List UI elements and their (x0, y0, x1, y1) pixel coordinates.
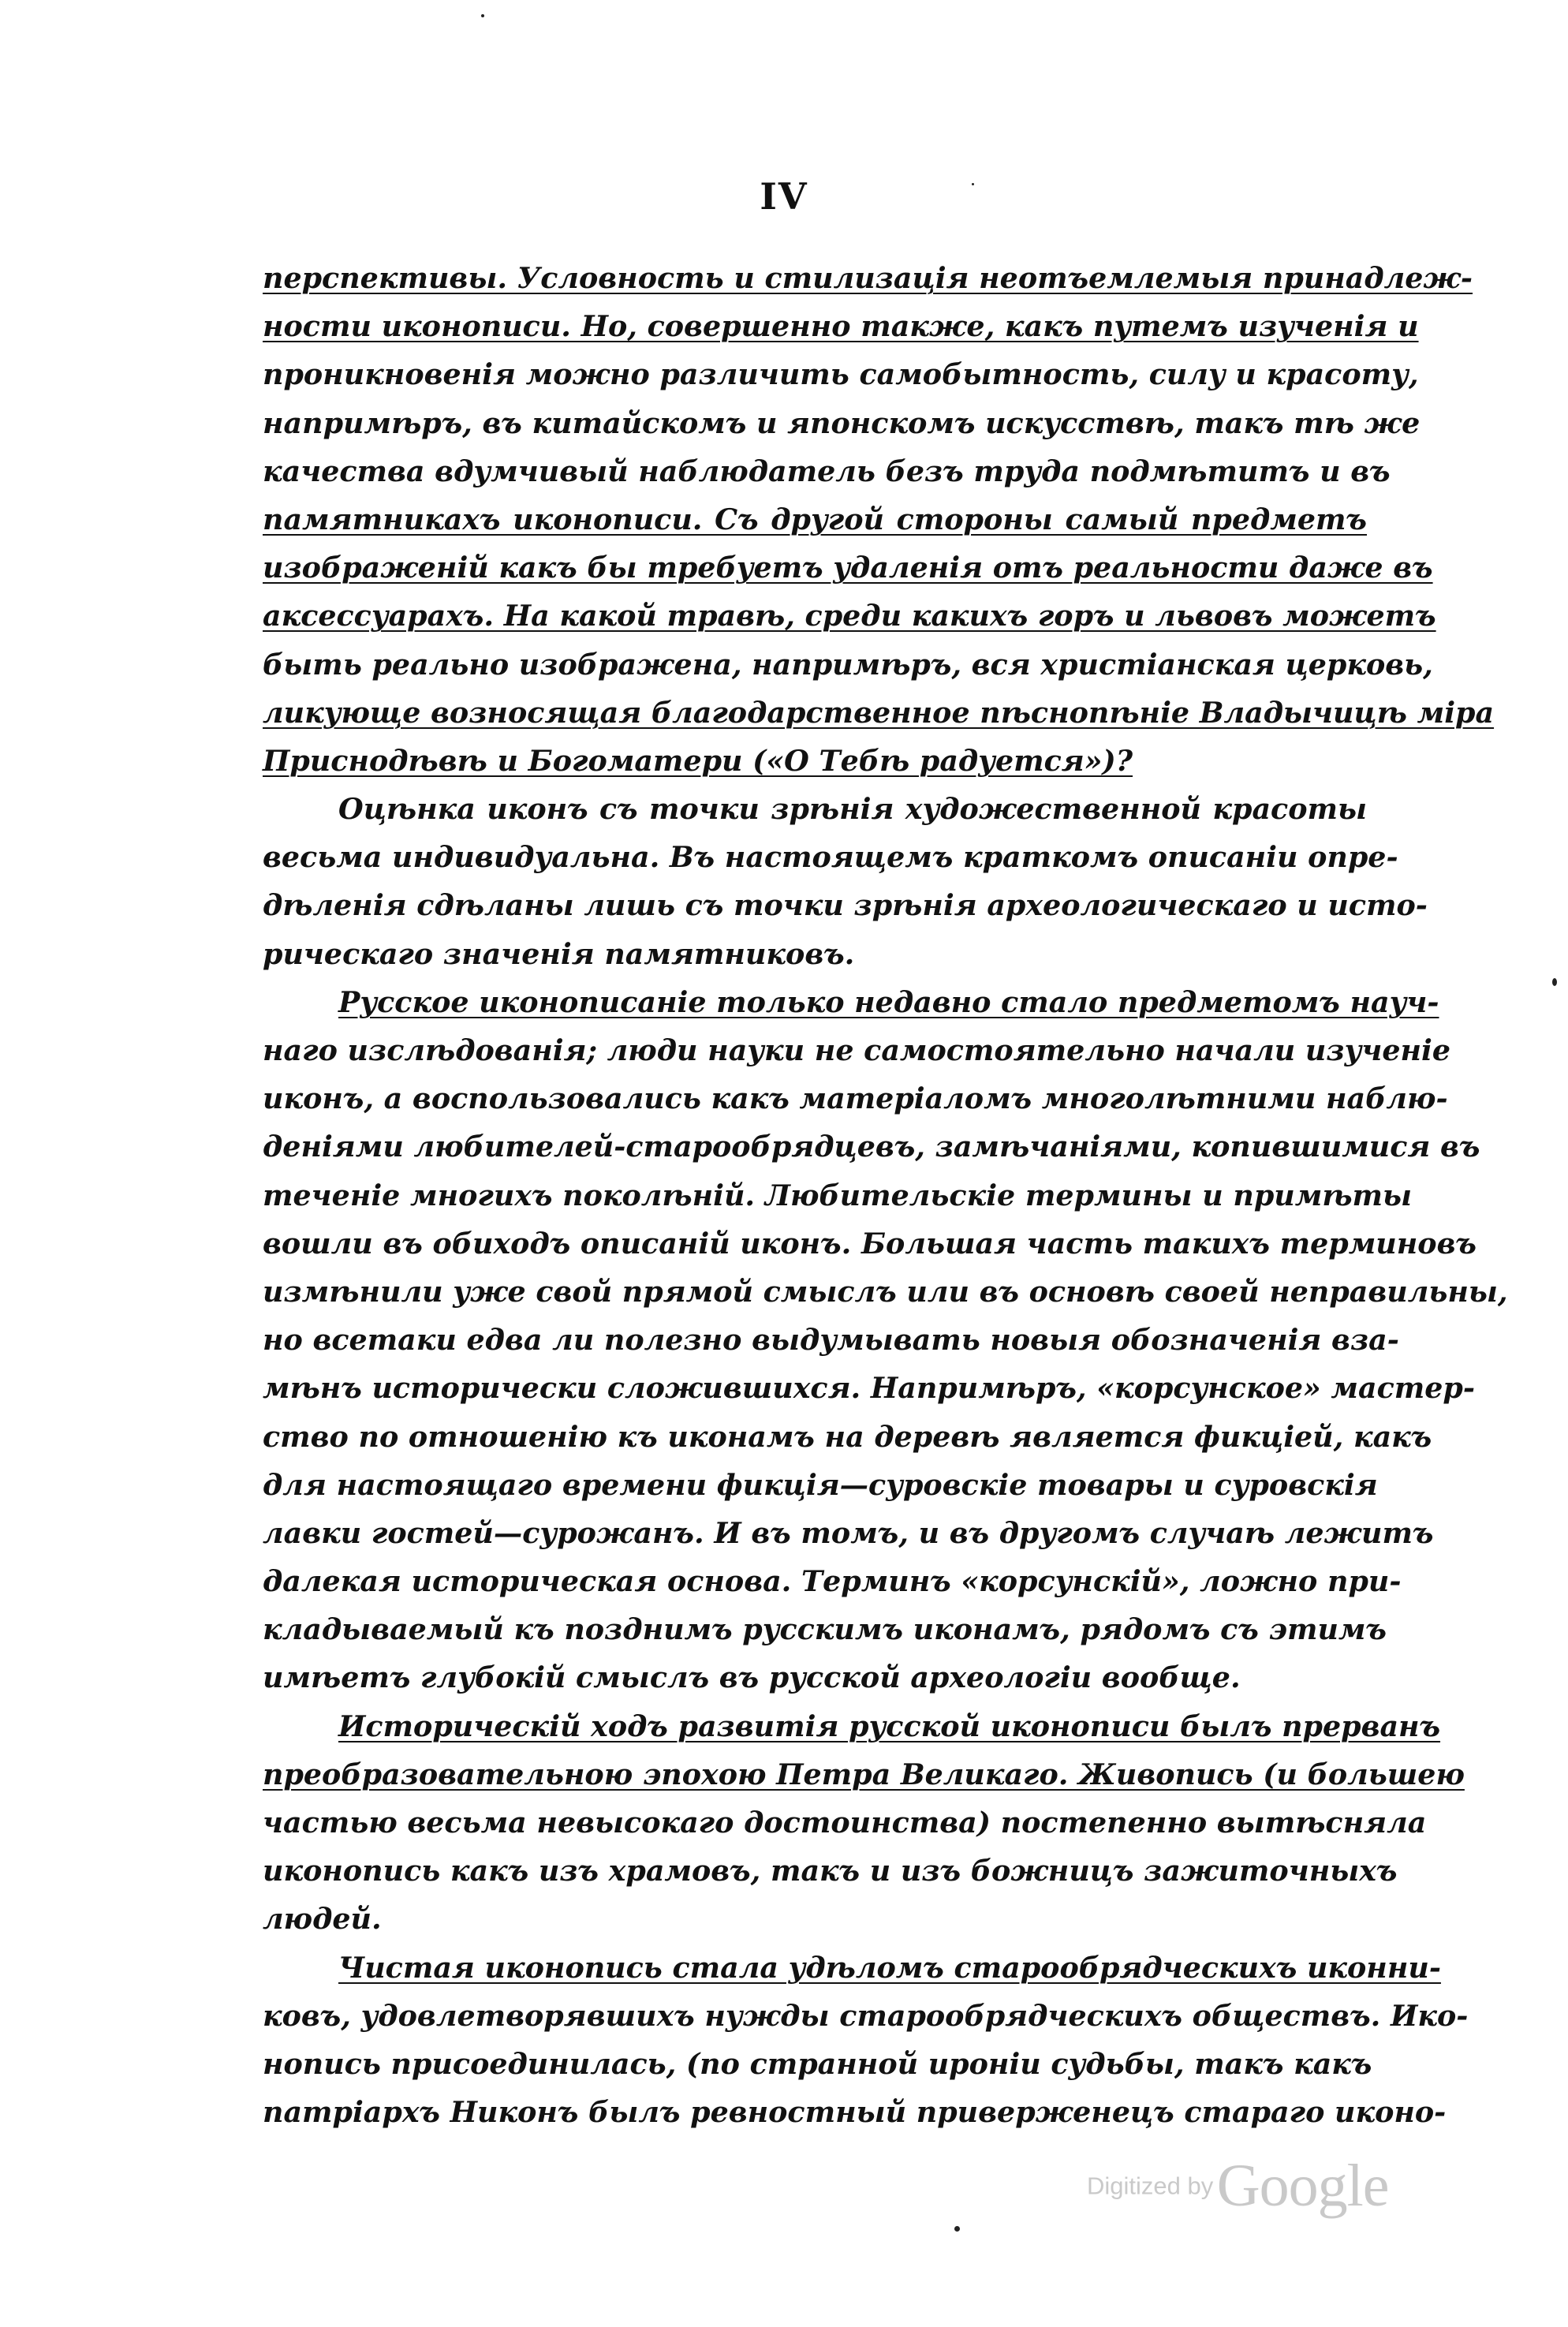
text-line: Чистая иконопись стала удѣломъ старообрядческихъ иконни- (338, 1950, 1441, 1985)
text-line: весьма индивидуальна. Въ настоящемъ краткомъ описаніи опре- (263, 840, 1398, 875)
text-line: качества вдумчивый наблюдатель безъ труда подмѣтитъ и въ (263, 454, 1391, 488)
page-number: IV (760, 175, 808, 218)
text-line: вошли въ обиходъ описаній иконъ. Большая часть такихъ терминовъ (263, 1226, 1477, 1261)
text-line: измѣнили уже свой прямой смыслъ или въ основѣ своей неправильны, (263, 1274, 1508, 1309)
text-line: лавки гостей—сурожанъ. И въ томъ, и въ другомъ случаѣ лежитъ (263, 1515, 1434, 1550)
text-line: кладываемый къ позднимъ русскимъ иконамъ, рядомъ съ этимъ (263, 1612, 1387, 1647)
text-line: далекая историческая основа. Терминъ «корсунскій», ложно при- (263, 1564, 1402, 1599)
body-text (263, 254, 1508, 2136)
text-line: наго изслѣдованія; люди науки не самостоятельно начали изученіе (263, 1033, 1451, 1067)
text-line: памятникахъ иконописи. Съ другой стороны самый предметъ (263, 502, 1367, 536)
text-line: рическаго значенія памятниковъ. (263, 936, 855, 971)
text-line: Приснодѣвѣ и Богоматери («О Тебѣ радуется»)? (263, 743, 1133, 778)
scan-speck (972, 183, 974, 185)
scan-speck (481, 14, 484, 17)
text-line: ство по отношенію къ иконамъ на деревѣ является фикціей, какъ (263, 1419, 1432, 1454)
text-line: напримѣръ, въ китайскомъ и японскомъ искусствѣ, такъ тѣ же (263, 405, 1421, 440)
text-line: изображеній какъ бы требуетъ удаленія отъ реальности даже въ (263, 551, 1433, 585)
text-line: для настоящаго времени фикція—суровскіе товары и суровскія (263, 1467, 1378, 1502)
text-line: но всетаки едва ли полезно выдумывать новыя обозначенія вза- (263, 1323, 1399, 1358)
text-line: Русское иконописаніе только недавно стало предметомъ науч- (338, 984, 1439, 1019)
text-line: имѣетъ глубокій смыслъ въ русской археологіи вообще. (263, 1660, 1241, 1695)
text-line: деніями любителей-старообрядцевъ, замѣчаніями, копившимися въ (263, 1130, 1480, 1164)
text-line: иконъ, а воспользовались какъ матеріаломъ многолѣтними наблю- (263, 1081, 1448, 1116)
text-line: мѣнъ исторически сложившихся. Напримѣръ, «корсунское» мастер- (263, 1371, 1475, 1406)
text-line: ности иконописи. Но, совершенно также, какъ путемъ изученія и (263, 309, 1419, 344)
text-line: частью весьма невысокаго достоинства) постепенно вытѣсняла (263, 1806, 1427, 1840)
watermark-prefix: Digitized by (1087, 2172, 1214, 2200)
google-logo: Google (1216, 2153, 1389, 2219)
text-line: ковъ, удовлетворявшихъ нужды старообрядческихъ обществъ. Ико- (263, 1998, 1469, 2033)
text-line: людей. (263, 1902, 382, 1937)
text-line: Историческій ходъ развитія русской иконописи былъ прерванъ (338, 1709, 1441, 1743)
text-line: перспективы. Условность и стилизація неотъемлемыя принадлеж- (263, 261, 1473, 295)
scan-speck (954, 2226, 960, 2232)
text-line: аксессуарахъ. На какой травѣ, среди какихъ горъ и львовъ можетъ (263, 599, 1436, 633)
text-line: преобразовательною эпохою Петра Великаго. Живопись (и большею (263, 1757, 1465, 1791)
digitized-by-google-watermark (1087, 2152, 1388, 2221)
text-line: дѣленія сдѣланы лишь съ точки зрѣнія археологическаго и исто- (263, 888, 1428, 923)
text-line: Оцѣнка иконъ съ точки зрѣнія художественной красоты (338, 792, 1367, 827)
text-line: проникновенія можно различить самобытность, силу и красоту, (263, 357, 1419, 392)
text-line: ликующе возносящая благодарственное пѣснопѣніе Владычицѣ міра (263, 695, 1495, 730)
scan-speck (1552, 978, 1557, 986)
text-line: теченіе многихъ поколѣній. Любительскіе термины и примѣты (263, 1178, 1413, 1212)
text-line: нопись присоединилась, (по странной ироніи судьбы, такъ какъ (263, 2046, 1372, 2081)
text-line: иконопись какъ изъ храмовъ, такъ и изъ божницъ зажиточныхъ (263, 1854, 1398, 1888)
text-line: патріархъ Никонъ былъ ревностный приверженецъ стараго иконо- (263, 2095, 1447, 2130)
text-line: быть реально изображена, напримѣръ, вся христіанская церковь, (263, 647, 1433, 682)
